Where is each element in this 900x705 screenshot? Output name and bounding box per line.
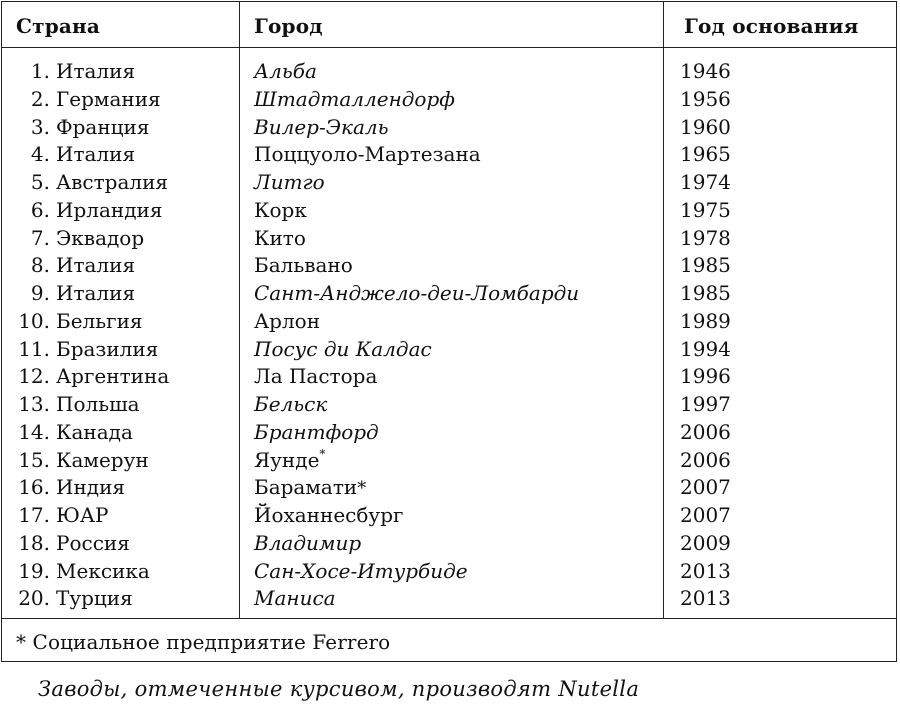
footnote-marker: * — [357, 478, 367, 500]
city-cell — [254, 585, 336, 613]
year-cell: 1997 — [680, 392, 731, 416]
table-body — [2, 58, 896, 613]
header-year: Год основания — [684, 14, 859, 38]
city-name: Штадталлендорф — [254, 86, 455, 111]
country-name: Россия — [56, 530, 130, 555]
city-cell — [254, 169, 325, 197]
city-name: Сан-Хосе-Итурбиде — [254, 558, 468, 583]
table-row — [2, 419, 896, 447]
city-name: Вилер-Экаль — [254, 114, 389, 139]
row-number: 15. — [18, 447, 50, 472]
country-cell — [2, 336, 172, 364]
table-row — [2, 391, 896, 419]
year-cell: 1989 — [680, 308, 731, 333]
city-name: Йоханнесбург — [254, 503, 404, 527]
country-name: Италия — [56, 281, 136, 305]
row-number: 11. — [18, 336, 50, 361]
country-cell — [2, 197, 172, 225]
city-cell — [254, 141, 481, 169]
city-cell — [254, 252, 353, 280]
country-cell — [2, 474, 172, 502]
country-name: Италия — [56, 253, 136, 278]
city-name: Бальвано — [254, 253, 353, 278]
country-name: Камерун — [56, 447, 149, 472]
city-name: Альба — [254, 59, 317, 83]
city-name: Бельск — [254, 392, 328, 416]
year-cell: 1946 — [680, 59, 731, 83]
city-cell — [254, 86, 455, 114]
row-number: 20. — [18, 586, 50, 611]
table-row — [2, 336, 896, 364]
table-row — [2, 474, 896, 502]
country-name: Австралия — [56, 170, 169, 194]
row-number: 17. — [18, 503, 50, 527]
row-number: 9. — [30, 281, 50, 305]
year-cell: 1994 — [680, 336, 731, 361]
year-cell: 1960 — [680, 114, 731, 139]
city-name: Брантфорд — [254, 419, 379, 444]
city-name: Маниса — [254, 586, 336, 611]
table-row — [2, 502, 896, 530]
table-row — [2, 363, 896, 391]
table-row — [2, 58, 896, 86]
year-cell: 2007 — [680, 503, 731, 527]
row-number: 12. — [18, 364, 50, 389]
row-number: 18. — [18, 530, 50, 555]
table-row — [2, 280, 896, 308]
country-name: ЮАР — [56, 503, 109, 527]
year-cell: 2006 — [680, 419, 731, 444]
country-cell — [2, 558, 172, 586]
row-number: 5. — [30, 170, 50, 194]
table-row — [2, 558, 896, 586]
city-name: Ла Пастора — [254, 364, 378, 389]
country-name: Германия — [56, 86, 161, 111]
city-cell — [254, 114, 389, 142]
city-cell — [254, 58, 317, 86]
header-city: Город — [254, 14, 323, 38]
year-cell: 2006 — [680, 447, 731, 472]
footnote: * Социальное предприятие Ferrero — [16, 630, 391, 654]
caption: Заводы, отмеченные курсивом, производят Nutella — [38, 677, 640, 701]
country-cell — [2, 86, 172, 114]
year-cell: 2009 — [680, 530, 731, 555]
year-cell: 1985 — [680, 253, 731, 278]
city-cell — [254, 474, 366, 503]
header-country: Страна — [16, 14, 101, 38]
country-name: Индия — [56, 475, 126, 500]
country-name: Польша — [56, 392, 140, 416]
country-cell — [2, 308, 172, 336]
row-number: 2. — [30, 86, 50, 111]
city-name: Владимир — [254, 530, 362, 555]
country-name: Бразилия — [56, 336, 159, 361]
row-number: 14. — [18, 419, 50, 444]
year-cell: 2013 — [680, 586, 731, 611]
row-number: 16. — [18, 475, 50, 500]
country-name: Канада — [56, 419, 133, 444]
city-name: Литго — [254, 170, 325, 194]
city-cell — [254, 308, 320, 336]
city-name: Посус ди Калдас — [254, 336, 432, 361]
country-cell — [2, 447, 172, 475]
city-name: Кито — [254, 225, 306, 250]
country-cell — [2, 530, 172, 558]
city-name: Арлон — [254, 308, 321, 333]
city-cell — [254, 530, 361, 558]
city-cell — [254, 363, 377, 391]
year-cell: 1978 — [680, 225, 731, 250]
country-cell — [2, 391, 172, 419]
city-name: Поццуоло-Мартезана — [254, 142, 481, 167]
city-name: Барамати — [254, 475, 358, 500]
row-number: 19. — [18, 558, 50, 583]
row-number: 8. — [30, 253, 50, 278]
country-name: Ирландия — [56, 197, 163, 222]
country-cell — [2, 419, 172, 447]
table-row — [2, 530, 896, 558]
table-frame — [1, 1, 897, 662]
country-name: Франция — [56, 114, 150, 139]
city-name: Сант-Анджело-деи-Ломбарди — [254, 281, 580, 305]
country-cell — [2, 252, 172, 280]
city-name: Корк — [254, 197, 307, 222]
row-number: 10. — [18, 308, 50, 333]
city-cell — [254, 558, 468, 586]
table-row — [2, 225, 896, 253]
table-row — [2, 585, 896, 613]
country-name: Бельгия — [56, 308, 143, 333]
year-cell: 1965 — [680, 142, 731, 167]
footnote-marker: * — [319, 446, 326, 461]
country-cell — [2, 502, 172, 530]
city-cell — [254, 419, 379, 447]
city-cell — [254, 447, 325, 475]
row-number: 3. — [30, 114, 50, 139]
city-cell — [254, 336, 432, 364]
year-cell: 1975 — [680, 197, 731, 222]
row-number: 1. — [30, 59, 50, 83]
country-cell — [2, 225, 172, 253]
country-cell — [2, 280, 172, 308]
country-name: Мексика — [56, 558, 150, 583]
row-number: 6. — [30, 197, 50, 222]
city-cell — [254, 197, 307, 225]
city-cell — [254, 225, 306, 253]
table-row — [2, 308, 896, 336]
city-cell — [254, 391, 327, 419]
table-row — [2, 252, 896, 280]
table-row — [2, 169, 896, 197]
city-cell — [254, 502, 403, 530]
country-name: Турция — [56, 586, 133, 611]
country-name: Эквадор — [56, 225, 145, 250]
country-cell — [2, 141, 172, 169]
country-cell — [2, 169, 172, 197]
footnote-divider — [2, 618, 896, 619]
table-row — [2, 114, 896, 142]
country-cell — [2, 363, 172, 391]
year-cell: 1996 — [680, 364, 731, 389]
country-name: Италия — [56, 59, 136, 83]
row-number: 7. — [30, 225, 50, 250]
year-cell: 2007 — [680, 475, 731, 500]
table-row — [2, 197, 896, 225]
country-name: Аргентина — [56, 364, 170, 389]
country-name: Италия — [56, 142, 136, 167]
header-divider — [2, 47, 896, 48]
row-number: 4. — [30, 142, 50, 167]
year-cell: 1956 — [680, 86, 731, 111]
row-number: 13. — [18, 392, 50, 416]
year-cell: 1985 — [680, 281, 731, 305]
country-cell — [2, 58, 172, 86]
city-cell — [254, 280, 579, 308]
year-cell: 2013 — [680, 558, 731, 583]
year-cell: 1974 — [680, 170, 731, 194]
table-row — [2, 86, 896, 114]
city-name: Яунде — [254, 447, 320, 472]
table-row — [2, 141, 896, 169]
country-cell — [2, 114, 172, 142]
country-cell — [2, 585, 172, 613]
table-row — [2, 447, 896, 475]
